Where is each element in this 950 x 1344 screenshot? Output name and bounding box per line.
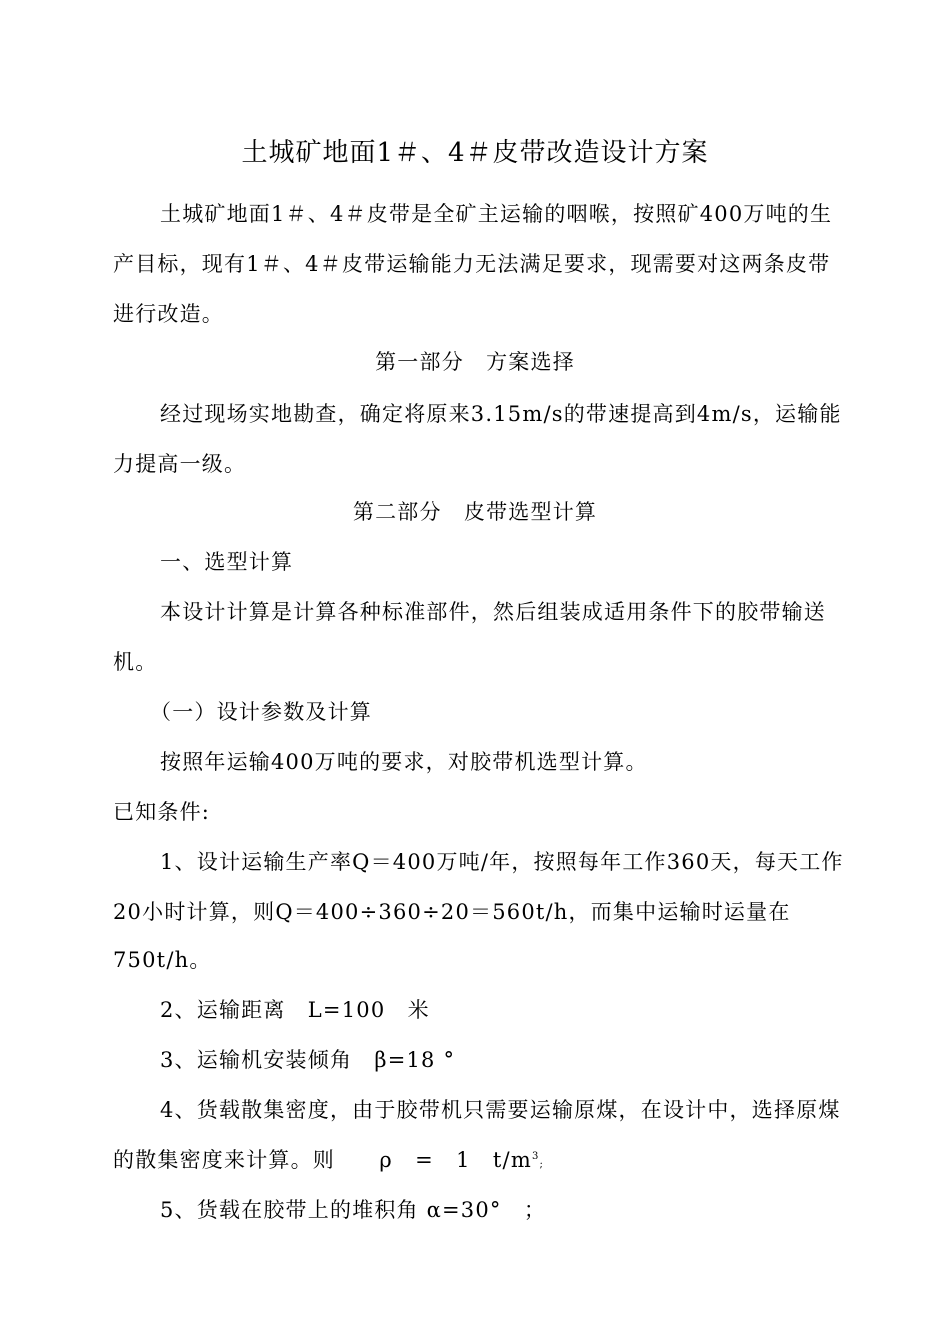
item4-line-1: 4、货载散集密度，由于胶带机只需要运输原煤，在设计中，选择原煤 <box>160 1098 841 1122</box>
intro-line-3: 进行改造。 <box>113 302 224 326</box>
item2-distance: 2、运输距离 L=100 米 <box>160 998 430 1022</box>
document-title: 土城矿地面1＃、4＃皮带改造设计方案 <box>241 138 709 168</box>
section1-text-line-1: 本设计计算是计算各种标准部件，然后组装成适用条件下的胶带输送 <box>160 600 826 624</box>
intro-line-1: 土城矿地面1＃、4＃皮带是全矿主运输的咽喉，按照矿400万吨的生 <box>160 202 833 226</box>
section1-heading: 一、选型计算 <box>160 550 294 574</box>
part1-heading: 第一部分 方案选择 <box>375 350 575 374</box>
item3-angle: 3、运输机安装倾角 β=18 ° <box>160 1048 456 1072</box>
item4-line-2-tail: ; <box>539 1159 545 1170</box>
part1-text-line-2: 力提高一级。 <box>113 452 247 476</box>
subsection1-heading: （一）设计参数及计算 <box>150 700 372 724</box>
cubic-superscript: 3 <box>531 1151 540 1162</box>
item1-line-3: 750t/h。 <box>113 948 212 972</box>
part1-text-line-1: 经过现场实地勘查，确定将原来3.15m/s的带速提高到4m/s，运输能 <box>160 402 842 426</box>
intro-line-2: 产目标，现有1＃、4＃皮带运输能力无法满足要求，现需要对这两条皮带 <box>113 252 831 276</box>
item5-angle: 5、货载在胶带上的堆积角 α=30° ； <box>160 1198 547 1222</box>
section1-text-line-2: 机。 <box>113 650 158 674</box>
known-conditions-label: 已知条件: <box>113 800 211 824</box>
item1-line-1: 1、设计运输生产率Q＝400万吨/年，按照每年工作360天，每天工作 <box>160 850 844 874</box>
item4-line-2-text: 的散集密度来计算。则 ρ = 1 t/m <box>113 1148 532 1172</box>
item1-line-2: 20小时计算，则Q＝400÷360÷20＝560t/h，而集中运输时运量在 <box>113 900 791 924</box>
item4-line-2 <box>113 1146 544 1179</box>
part2-heading: 第二部分 皮带选型计算 <box>352 500 598 524</box>
requirement-text: 按照年运输400万吨的要求，对胶带机选型计算。 <box>160 750 648 774</box>
